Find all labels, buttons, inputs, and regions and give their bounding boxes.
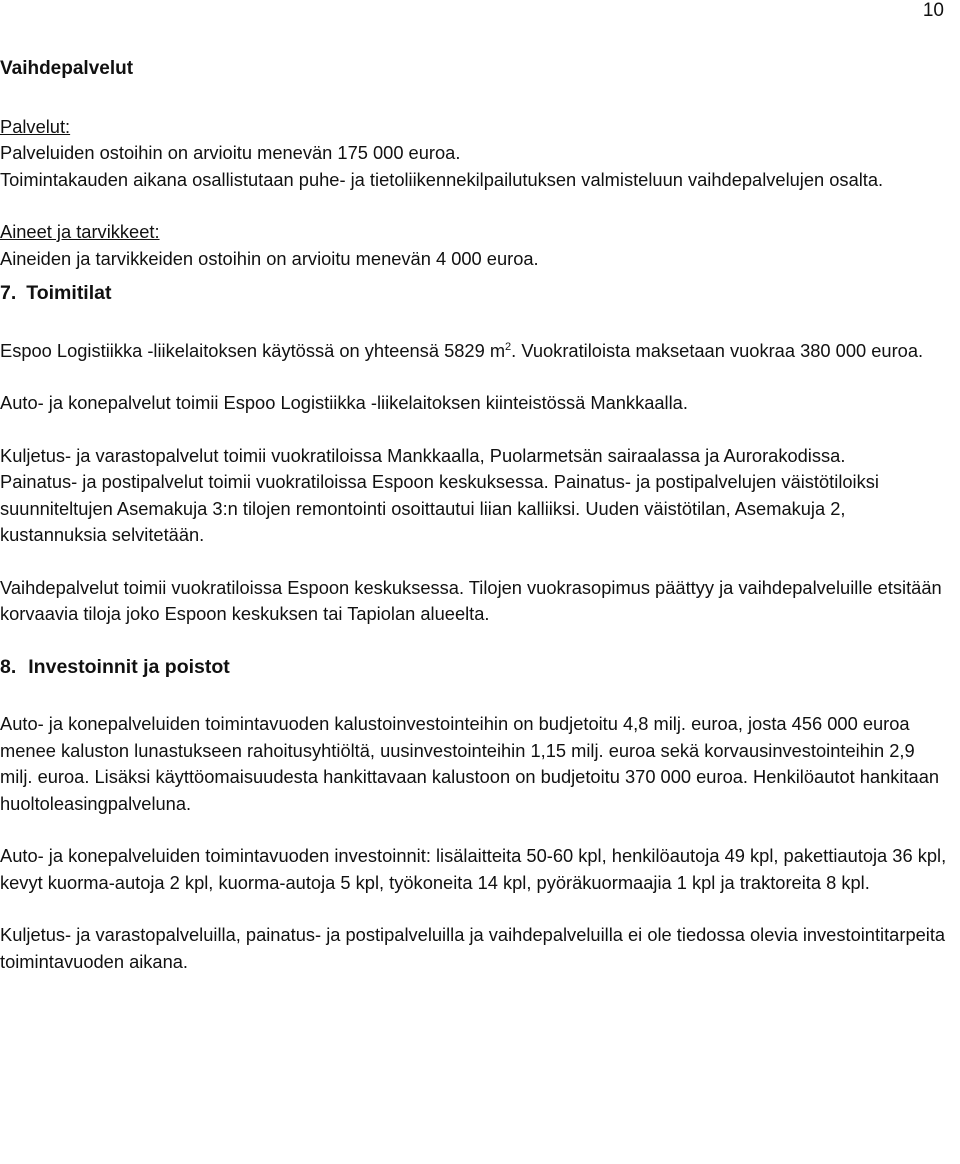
- palvelut-line-2: Toimintakauden aikana osallistutaan puhe- ja tietoliikennekilpailutuksen valmisteluun vaihdepalvelujen osalta.: [0, 168, 884, 190]
- palvelut-heading: Palvelut:: [0, 115, 71, 137]
- section-7-number: 7.: [0, 282, 17, 304]
- section-8-paragraph-1: Auto- ja konepalveluiden toimintavuoden kalustoinvestointeihin on budjetoitu 4,8 milj. euroa, josta 456 000 euroa menee kaluston lunastukseen rahoitusyhtiöltä, uusinvestointeihin 1,15 milj. euroa sekä korvausinvestointeihin 2,9 milj. euroa. Lisäksi käyttöomaisuudesta hankittavaan kalustoon on budjetoitu 370 000 euroa. Henkilöautot hankitaan huoltoleasingpalveluna.: [0, 713, 940, 814]
- document-body: [0, 56, 950, 975]
- section-8-paragraph-3: Kuljetus- ja varastopalveluilla, painatus- ja postipalveluilla ja vaihdepalveluilla ei ole tiedossa olevia investointitarpeita toimintavuoden aikana.: [0, 924, 946, 972]
- section-8-heading: [0, 654, 950, 681]
- section-8-title: Investoinnit ja poistot: [28, 655, 230, 678]
- section-8-paragraph-2: Auto- ja konepalveluiden toimintavuoden investoinnit: lisälaitteita 50-60 kpl, henkilöautoja 49 kpl, pakettiautoja 36 kpl, kevyt kuorma-autoja 2 kpl, kuorma-autoja 5 kpl, työkoneita 14 kpl, pyöräkuormaajia 1 kpl ja traktoreita 8 kpl.: [0, 845, 947, 893]
- area-text: Espoo Logistiikka -liikelaitoksen käytössä on yhteensä 5829 m: [0, 339, 506, 361]
- section-8-number: 8.: [0, 655, 17, 678]
- section-7-paragraph-4: Painatus- ja postipalvelut toimii vuokratiloissa Espoon keskuksessa. Painatus- ja postipalvelujen väistötiloiksi suunniteltujen Asemakuja 3:n tilojen remontointi osoittautui liian kalliiksi. Uuden väistötilan, Asemakuja 2, kustannuksia selvitetään.: [0, 471, 879, 545]
- section-title-vaihdepalvelut: Vaihdepalvelut: [0, 58, 134, 79]
- palvelut-block: [0, 114, 950, 194]
- section-7-paragraph-2: Auto- ja konepalvelut toimii Espoo Logistiikka -liikelaitoksen kiinteistössä Mankkaalla.: [0, 392, 688, 413]
- aineet-line-1: Aineiden ja tarvikkeiden ostoihin on arvioitu menevän 4 000 euroa.: [0, 247, 539, 269]
- section-7-heading: [0, 280, 950, 307]
- section-7-title: Toimitilat: [26, 282, 112, 304]
- section-7-paragraph-5: Vaihdepalvelut toimii vuokratiloissa Espoon keskuksessa. Tilojen vuokrasopimus päättyy ja vaihdepalveluille etsitään korvaavia tiloja joko Espoon keskuksen tai Tapiolan alueelta.: [0, 576, 942, 624]
- page-number: 10: [922, 0, 944, 21]
- palvelut-line-1: Palveluiden ostoihin on arvioitu menevän 175 000 euroa.: [0, 142, 461, 163]
- aineet-heading: Aineet ja tarvikkeet:: [0, 221, 160, 242]
- section-7-paragraph-3: Kuljetus- ja varastopalvelut toimii vuokratiloissa Mankkaalla, Puolarmetsän sairaalassa ja Aurorakodissa.: [0, 444, 846, 466]
- area-superscript: 2: [505, 340, 512, 353]
- aineet-block: [0, 219, 950, 272]
- section-7-paragraph-1: [0, 338, 950, 365]
- rent-text: . Vuokratiloista maksetaan vuokraa 380 000 euroa.: [511, 339, 924, 361]
